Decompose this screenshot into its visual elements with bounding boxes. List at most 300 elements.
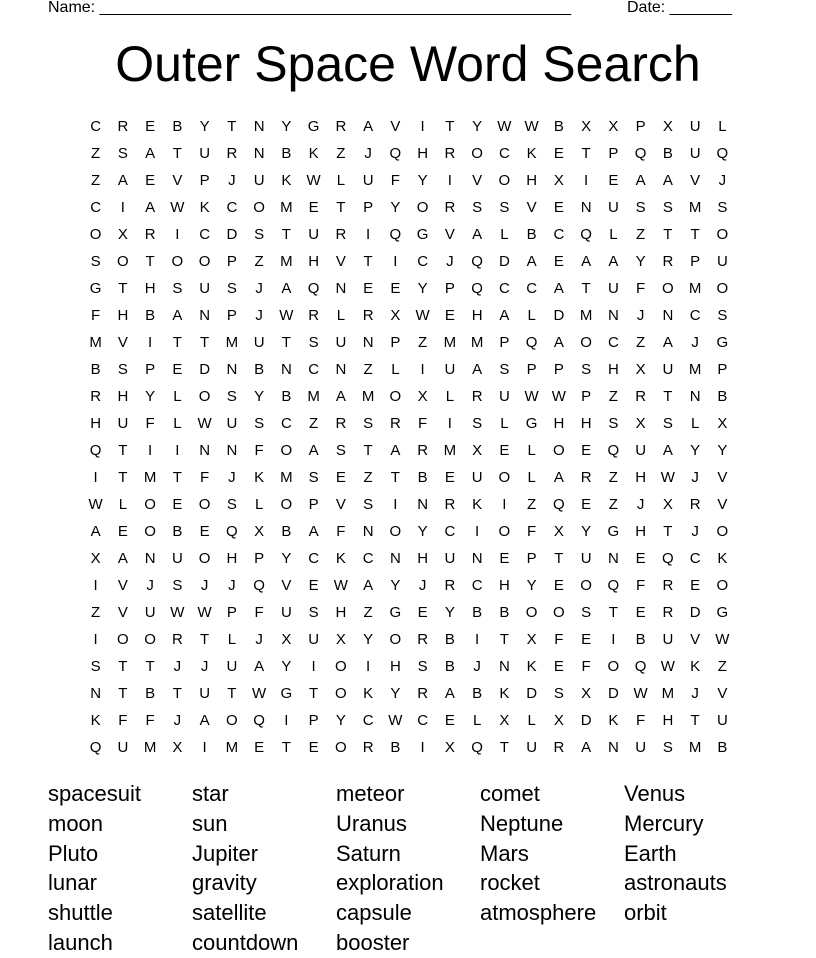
grid-letter: B: [390, 739, 401, 756]
grid-letter: H: [417, 145, 429, 162]
grid-letter: A: [363, 118, 374, 135]
grid-letter: A: [254, 658, 265, 675]
grid-letter: T: [581, 145, 591, 162]
grid-letter: W: [197, 604, 212, 621]
grid-letter: B: [172, 523, 183, 540]
grid-letter: R: [335, 415, 347, 432]
grid-letter: J: [173, 712, 182, 729]
grid-letter: T: [554, 550, 564, 567]
grid-letter: B: [472, 685, 483, 702]
grid-letter: F: [636, 712, 646, 729]
grid-letter: P: [526, 550, 537, 567]
grid-letter: X: [281, 631, 292, 648]
grid-letter: L: [336, 172, 346, 189]
grid-letter: O: [389, 631, 402, 648]
grid-letter: Y: [472, 118, 483, 135]
grid-letter: B: [281, 388, 292, 405]
grid-row: [82, 545, 736, 572]
grid-letter: M: [280, 199, 293, 216]
grid-letter: N: [199, 307, 211, 324]
grid-letter: K: [499, 685, 510, 702]
grid-letter: O: [144, 631, 156, 648]
grid-letter: O: [253, 199, 265, 216]
grid-letter: P: [581, 388, 592, 405]
grid-letter: N: [662, 307, 674, 324]
grid-letter: A: [635, 172, 646, 189]
grid-letter: S: [417, 658, 428, 675]
grid-letter: P: [199, 172, 210, 189]
grid-letter: S: [172, 280, 183, 297]
grid-letter: C: [417, 712, 429, 729]
grid-letter: V: [117, 604, 128, 621]
grid-letter: P: [717, 361, 728, 378]
grid-letter: U: [308, 631, 320, 648]
grid-letter: O: [171, 253, 184, 270]
grid-letter: X: [553, 523, 564, 540]
grid-letter: S: [717, 199, 728, 216]
grid-letter: E: [581, 631, 592, 648]
grid-letter: I: [311, 658, 316, 675]
grid-letter: Q: [607, 442, 620, 459]
grid-letter: B: [444, 631, 455, 648]
grid-letter: F: [91, 307, 101, 324]
grid-letter: P: [308, 712, 319, 729]
grid-letter: I: [120, 199, 125, 216]
grid-letter: O: [89, 226, 102, 243]
grid-letter: L: [472, 712, 482, 729]
grid-letter: O: [662, 280, 674, 297]
grid-letter: I: [420, 739, 425, 756]
grid-letter: H: [471, 307, 483, 324]
grid-letter: U: [689, 145, 701, 162]
word-bank-item: launch: [48, 929, 113, 955]
grid-letter: N: [580, 199, 592, 216]
grid-letter: W: [497, 118, 512, 135]
grid-letter: I: [93, 631, 98, 648]
grid-letter: Q: [580, 226, 592, 243]
grid-letter: K: [717, 550, 728, 567]
grid-letter: R: [417, 631, 429, 648]
grid-letter: C: [226, 199, 238, 216]
grid-letter: B: [472, 604, 483, 621]
grid-letter: S: [553, 685, 564, 702]
grid-row: [82, 167, 736, 194]
grid-letter: L: [445, 388, 455, 405]
grid-letter: S: [226, 496, 237, 513]
grid-letter: O: [198, 253, 211, 270]
grid-row: [82, 491, 736, 518]
grid-letter: V: [335, 496, 346, 513]
grid-letter: A: [335, 388, 346, 405]
grid-letter: G: [525, 415, 538, 432]
grid-letter: W: [551, 388, 566, 405]
grid-letter: O: [416, 199, 429, 216]
grid-letter: M: [280, 469, 293, 486]
grid-letter: X: [335, 631, 346, 648]
grid-letter: C: [498, 145, 510, 162]
grid-letter: T: [390, 469, 400, 486]
grid-letter: X: [553, 172, 564, 189]
grid-letter: L: [718, 118, 727, 135]
grid-letter: Q: [471, 253, 483, 270]
grid-letter: V: [172, 172, 183, 189]
grid-letter: O: [716, 226, 729, 243]
word-bank-item: lunar: [48, 870, 97, 896]
grid-letter: U: [689, 118, 701, 135]
grid-letter: V: [117, 577, 128, 594]
grid-letter: C: [471, 577, 483, 594]
grid-letter: T: [445, 118, 455, 135]
grid-letter: B: [417, 469, 428, 486]
grid-letter: W: [660, 658, 675, 675]
word-bank-item: astronauts: [624, 870, 727, 896]
grid-letter: J: [200, 658, 209, 675]
grid-letter: E: [172, 496, 183, 513]
grid-letter: T: [663, 226, 673, 243]
word-bank-item: meteor: [336, 781, 405, 806]
grid-letter: L: [227, 631, 237, 648]
grid-letter: P: [444, 280, 455, 297]
grid-letter: A: [662, 442, 673, 459]
grid-letter: Y: [417, 172, 428, 189]
word-bank-item: Earth: [624, 840, 677, 866]
grid-letter: H: [144, 280, 156, 297]
grid-letter: T: [172, 469, 182, 486]
grid-letter: T: [690, 226, 700, 243]
grid-letter: O: [498, 523, 511, 540]
grid-letter: A: [90, 523, 101, 540]
grid-letter: B: [281, 523, 292, 540]
grid-letter: P: [608, 145, 619, 162]
grid-letter: W: [633, 685, 648, 702]
word-bank-item: exploration: [336, 870, 444, 896]
grid-letter: I: [502, 496, 507, 513]
grid-letter: H: [117, 388, 129, 405]
grid-letter: H: [335, 604, 347, 621]
grid-letter: G: [716, 334, 729, 351]
grid-letter: O: [716, 523, 729, 540]
grid-letter: I: [584, 172, 589, 189]
grid-letter: T: [200, 631, 210, 648]
grid-letter: R: [90, 388, 102, 405]
word-bank-item: Pluto: [48, 840, 99, 866]
grid-letter: L: [527, 307, 536, 324]
grid-letter: F: [554, 631, 564, 648]
grid-letter: M: [470, 334, 484, 351]
grid-letter: E: [145, 118, 156, 135]
grid-letter: N: [253, 118, 265, 135]
grid-letter: Z: [91, 604, 101, 621]
grid-letter: D: [580, 712, 592, 729]
grid-letter: E: [690, 577, 701, 594]
word-bank-item: comet: [480, 781, 540, 806]
grid-letter: J: [364, 145, 372, 162]
grid-letter: W: [660, 469, 675, 486]
grid-letter: N: [471, 550, 483, 567]
grid-letter: C: [308, 550, 320, 567]
grid-letter: C: [308, 361, 320, 378]
grid-letter: Q: [253, 577, 265, 594]
grid-letter: A: [308, 523, 319, 540]
grid-letter: E: [199, 523, 210, 540]
grid-letter: J: [173, 658, 182, 675]
grid-letter: G: [307, 118, 320, 135]
grid-letter: Q: [253, 712, 265, 729]
grid-letter: V: [281, 577, 292, 594]
grid-letter: I: [393, 253, 398, 270]
grid-letter: O: [335, 739, 347, 756]
grid-letter: R: [662, 253, 674, 270]
grid-letter: H: [498, 577, 510, 594]
grid-letter: P: [499, 334, 510, 351]
grid-letter: E: [635, 550, 646, 567]
grid-letter: S: [308, 604, 319, 621]
grid-letter: T: [281, 334, 291, 351]
grid-letter: T: [499, 631, 509, 648]
grid-letter: T: [118, 280, 128, 297]
grid-letter: Y: [363, 631, 374, 648]
grid-letter: W: [252, 685, 267, 702]
grid-letter: Q: [634, 145, 647, 162]
grid-letter: Q: [553, 496, 565, 513]
grid-letter: M: [89, 334, 102, 351]
grid-letter: E: [335, 469, 346, 486]
grid-letter: T: [336, 199, 346, 216]
grid-letter: Y: [581, 523, 592, 540]
grid-letter: X: [254, 523, 265, 540]
grid-letter: V: [335, 253, 346, 270]
grid-letter: R: [335, 226, 347, 243]
grid-letter: X: [635, 415, 646, 432]
grid-letter: N: [607, 550, 619, 567]
grid-letter: O: [580, 577, 592, 594]
grid-letter: O: [471, 145, 483, 162]
grid-letter: O: [335, 658, 347, 675]
grid-letter: P: [526, 361, 537, 378]
grid-letter: B: [499, 604, 510, 621]
grid-letter: A: [363, 577, 374, 594]
grid-row: [82, 275, 736, 302]
grid-letter: A: [117, 550, 128, 567]
grid-letter: W: [415, 307, 430, 324]
grid-letter: L: [254, 496, 264, 513]
word-bank: [48, 779, 768, 958]
grid-letter: X: [117, 226, 128, 243]
grid-letter: O: [580, 334, 592, 351]
grid-letter: M: [361, 388, 375, 405]
grid-letter: H: [553, 415, 565, 432]
grid-row: [82, 383, 736, 410]
grid-letter: X: [581, 685, 592, 702]
grid-letter: K: [526, 145, 537, 162]
grid-letter: U: [471, 469, 483, 486]
grid-letter: T: [227, 118, 237, 135]
grid-letter: X: [662, 118, 673, 135]
grid-letter: N: [199, 442, 211, 459]
grid-letter: I: [475, 631, 480, 648]
grid-letter: R: [117, 118, 129, 135]
grid-letter: Q: [89, 442, 102, 459]
grid-letter: C: [362, 550, 374, 567]
grid-letter: I: [93, 469, 98, 486]
grid-letter: C: [526, 280, 538, 297]
grid-letter: Q: [389, 145, 402, 162]
grid-row: [82, 572, 736, 599]
grid-letter: N: [607, 739, 619, 756]
grid-letter: N: [362, 523, 374, 540]
name-field: Name: _____________________________________________________: [48, 0, 572, 16]
grid-letter: B: [717, 388, 728, 405]
grid-letter: X: [444, 739, 455, 756]
grid-letter: V: [717, 496, 728, 513]
grid-letter: K: [363, 685, 374, 702]
grid-letter: R: [689, 496, 701, 513]
grid-letter: S: [335, 442, 346, 459]
grid-letter: K: [335, 550, 346, 567]
grid-letter: E: [254, 739, 265, 756]
grid-letter: S: [363, 415, 374, 432]
grid-row: [82, 140, 736, 167]
grid-letter: A: [308, 442, 319, 459]
grid-letter: T: [172, 145, 182, 162]
grid-letter: E: [608, 172, 619, 189]
grid-letter: U: [716, 253, 728, 270]
grid-letter: X: [390, 307, 401, 324]
grid-letter: D: [689, 604, 701, 621]
grid-letter: L: [173, 415, 182, 432]
grid-letter: U: [635, 739, 647, 756]
grid-letter: U: [199, 145, 211, 162]
grid-letter: F: [145, 415, 155, 432]
grid-row: [82, 599, 736, 626]
grid-letter: T: [690, 712, 700, 729]
grid-letter: N: [226, 442, 238, 459]
grid-letter: T: [200, 334, 210, 351]
grid-letter: N: [144, 550, 156, 567]
grid-letter: N: [335, 280, 347, 297]
grid-letter: L: [609, 226, 618, 243]
grid-letter: O: [389, 388, 402, 405]
grid-letter: R: [362, 739, 374, 756]
grid-letter: Y: [390, 577, 401, 594]
grid-letter: W: [388, 712, 403, 729]
grid-letter: Q: [89, 739, 102, 756]
grid-letter: S: [635, 199, 646, 216]
grid-letter: T: [608, 604, 618, 621]
grid-letter: S: [254, 226, 265, 243]
grid-letter: T: [663, 388, 673, 405]
grid-letter: S: [90, 658, 101, 675]
grid-letter: A: [662, 334, 673, 351]
grid-letter: S: [472, 415, 483, 432]
grid-letter: P: [635, 118, 646, 135]
grid-letter: T: [118, 658, 128, 675]
grid-letter: O: [280, 496, 293, 513]
grid-letter: A: [662, 172, 673, 189]
grid-letter: Q: [226, 523, 238, 540]
grid-letter: T: [145, 253, 155, 270]
grid-letter: S: [363, 496, 374, 513]
grid-letter: B: [254, 361, 265, 378]
grid-row: [82, 734, 736, 761]
grid-letter: O: [553, 442, 565, 459]
grid-letter: E: [444, 307, 455, 324]
grid-letter: L: [391, 361, 400, 378]
grid-letter: M: [225, 739, 239, 756]
word-bank-item: Saturn: [336, 840, 401, 866]
grid-row: [82, 464, 736, 491]
grid-letter: B: [90, 361, 101, 378]
grid-row: [82, 194, 736, 221]
grid-letter: L: [527, 712, 536, 729]
grid-letter: U: [226, 415, 238, 432]
grid-letter: W: [333, 577, 348, 594]
grid-letter: O: [198, 496, 211, 513]
grid-row: [82, 626, 736, 653]
grid-letter: S: [608, 415, 619, 432]
grid-letter: D: [526, 685, 538, 702]
grid-letter: M: [307, 388, 320, 405]
grid-letter: J: [446, 253, 454, 270]
grid-letter: T: [363, 442, 373, 459]
grid-letter: D: [607, 685, 619, 702]
grid-letter: V: [526, 199, 537, 216]
grid-letter: V: [690, 172, 701, 189]
grid-letter: A: [581, 739, 592, 756]
grid-letter: Q: [525, 334, 538, 351]
grid-letter: S: [472, 199, 483, 216]
grid-letter: R: [635, 388, 647, 405]
grid-letter: H: [389, 658, 401, 675]
grid-letter: T: [663, 523, 673, 540]
grid-letter: S: [308, 469, 319, 486]
grid-letter: Y: [145, 388, 156, 405]
grid-letter: I: [148, 442, 153, 459]
grid-letter: R: [580, 469, 592, 486]
grid-letter: A: [444, 685, 455, 702]
grid-letter: S: [117, 361, 128, 378]
grid-letter: K: [199, 199, 210, 216]
grid-letter: R: [417, 442, 429, 459]
grid-letter: A: [553, 280, 564, 297]
grid-letter: K: [308, 145, 319, 162]
grid-letter: I: [175, 442, 180, 459]
grid-letter: C: [607, 334, 619, 351]
grid-letter: R: [226, 145, 238, 162]
grid-letter: K: [281, 172, 292, 189]
grid-letter: G: [716, 604, 729, 621]
grid-letter: S: [226, 388, 237, 405]
grid-row: [82, 248, 736, 275]
grid-letter: J: [255, 631, 263, 648]
grid-letter: U: [362, 172, 374, 189]
letter-grid: [82, 113, 736, 761]
grid-letter: X: [553, 712, 564, 729]
grid-letter: R: [417, 685, 429, 702]
grid-letter: M: [280, 253, 293, 270]
grid-letter: I: [202, 739, 207, 756]
grid-letter: N: [335, 361, 347, 378]
grid-letter: O: [716, 577, 729, 594]
grid-letter: V: [117, 334, 128, 351]
grid-letter: Z: [336, 145, 346, 162]
grid-letter: Z: [363, 469, 373, 486]
grid-letter: S: [581, 604, 592, 621]
grid-letter: R: [444, 199, 456, 216]
grid-letter: S: [499, 361, 510, 378]
word-bank-item: Venus: [624, 781, 686, 806]
grid-letter: Z: [91, 172, 101, 189]
